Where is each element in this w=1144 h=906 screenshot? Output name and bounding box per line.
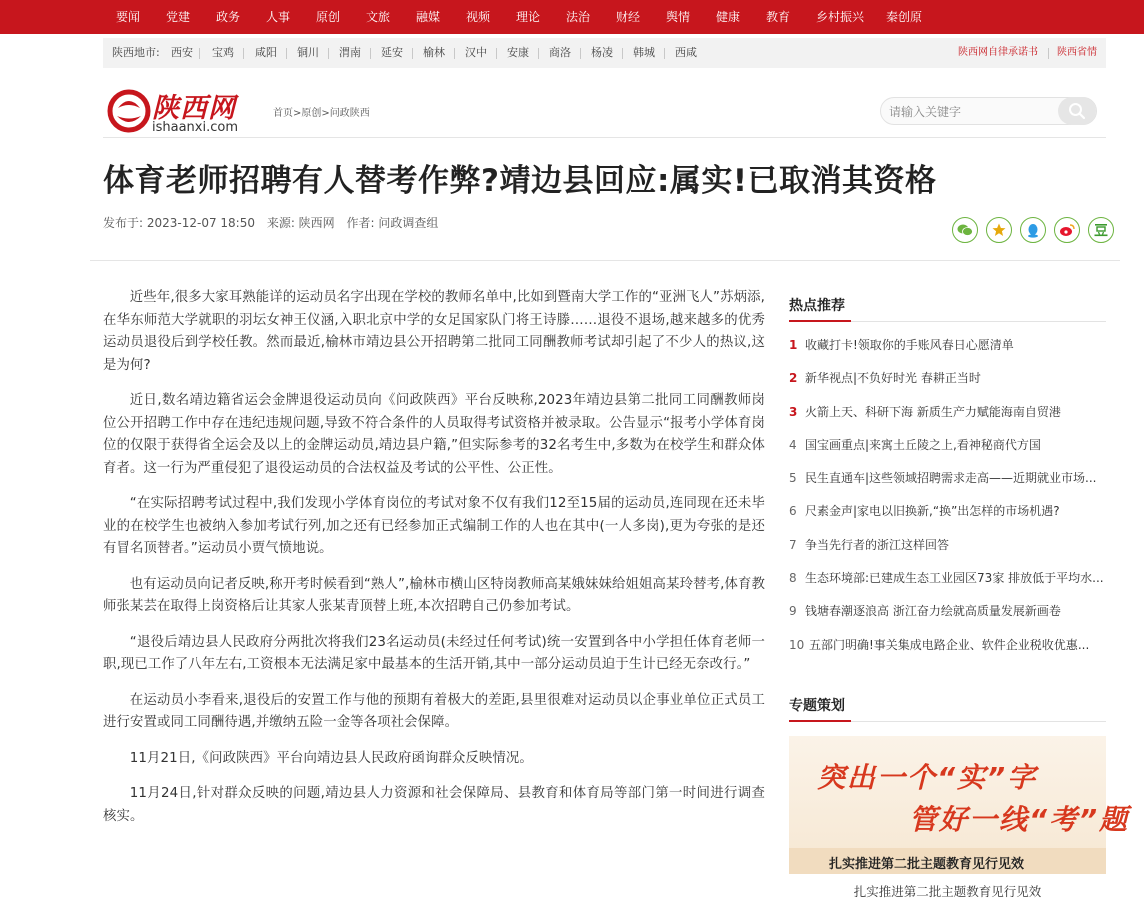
separator	[286, 48, 287, 59]
rank-number: 8	[789, 571, 797, 586]
region-city[interactable]: 汉中	[465, 46, 487, 59]
rank-number: 4	[789, 437, 797, 452]
rank-number: 3	[789, 404, 798, 419]
promo-headline-1: 突出一个“实”字	[817, 761, 1038, 794]
separator	[412, 48, 413, 59]
article-paragraph: 近日,数名靖边籍省运会金牌退役运动员向《问政陕西》平台反映称,2023年靖边县第二批同工同酬教师岗位公开招聘工作中存在违纪违规问题,导致不符合条件的人员取得考试资格并被录取。公告显示“报考小学体育岗位的仅限于获得省全运会及以上的金牌运动员,靖边县户籍,”但实际参考的32名考生中,多数为在校学生和群众体育者。这一行为严重侵犯了退役运动员的合法权益及考试的公平性、公正性。	[103, 393, 765, 476]
hot-item[interactable]	[789, 500, 1109, 533]
separator	[243, 48, 244, 59]
region-city[interactable]: 咸阳	[255, 46, 277, 59]
breadcrumb[interactable]: 首页>原创>问政陕西	[273, 108, 370, 119]
hot-item-text[interactable]: 国宝画重点|来寓土丘陵之上,看神秘商代方国	[805, 437, 1041, 452]
star-icon	[992, 223, 1006, 237]
hot-item-text[interactable]: 火箭上天、科研下海 新质生产力赋能海南自贸港	[805, 404, 1061, 419]
divider	[90, 260, 1120, 261]
hot-section-title: 热点推荐	[789, 298, 845, 314]
wechat-icon	[957, 223, 973, 237]
region-city[interactable]: 西安	[171, 46, 193, 59]
hot-item-text[interactable]: 民生直通车|这些领域招聘需求走高——近期就业市场...	[805, 471, 1097, 486]
nav-item-yaowen[interactable]: 要闻	[116, 10, 141, 24]
nav-item-fazhi[interactable]: 法治	[566, 10, 591, 24]
search-input[interactable]	[889, 102, 1059, 121]
nav-item-jiankang[interactable]: 健康	[716, 10, 741, 24]
region-bar	[103, 38, 1106, 68]
share-qq-button[interactable]	[1020, 217, 1046, 243]
separator	[622, 48, 623, 59]
separator	[496, 48, 497, 59]
logo-name: 陕西网	[152, 93, 236, 124]
site-logo[interactable]	[108, 84, 268, 140]
separator	[1048, 48, 1049, 59]
region-city[interactable]: 商洛	[549, 46, 571, 59]
nav-item-jiaoyu[interactable]: 教育	[766, 10, 791, 24]
search-box	[880, 97, 1097, 125]
hot-item-text[interactable]: 尺素金声|家电以旧换新,“换”出怎样的市场机遇?	[805, 504, 1060, 519]
article-paragraph: 11月24日,针对群众反映的问题,靖边县人力资源和社会保障局、县教育和体育局等部门第一时间进行调查核实。	[103, 786, 765, 824]
section-accent	[789, 720, 851, 722]
separator	[199, 48, 200, 59]
hot-item-text[interactable]: 新华视点|不负好时光 春耕正当时	[805, 371, 981, 386]
article-paragraph: “退役后靖边县人民政府分两批次将我们23名运动员(未经过任何考试)统一安置到各中小学担任体育老师一职,现已工作了八年左右,工资根本无法满足家中最基本的生活开销,其中一部分运动员迫于生计已经无奈改行。”	[103, 634, 765, 672]
hot-item[interactable]	[789, 401, 1109, 434]
nav-item-lilun[interactable]: 理论	[516, 10, 541, 24]
separator	[370, 48, 371, 59]
article-body	[103, 287, 765, 841]
promo-band	[789, 848, 1106, 874]
nav-item-renshi[interactable]: 人事	[266, 10, 291, 24]
share-favorite-button[interactable]	[986, 217, 1012, 243]
search-icon	[1068, 102, 1086, 120]
hot-item-text[interactable]: 钱塘春潮逐浪高 浙江奋力绘就高质量发展新画卷	[805, 604, 1061, 619]
hot-item-text[interactable]: 五部门明确!事关集成电路企业、软件企业税收优惠...	[809, 637, 1090, 652]
region-city[interactable]: 榆林	[423, 46, 445, 59]
section-accent	[789, 320, 851, 322]
nav-item-yuanchuang[interactable]: 原创	[316, 10, 341, 24]
rank-number: 1	[789, 338, 798, 352]
share-douban-button[interactable]	[1088, 217, 1114, 243]
nav-item-xiangcun[interactable]: 乡村振兴	[816, 10, 865, 24]
hot-list	[789, 334, 1109, 667]
nav-item-wenlv[interactable]: 文旅	[366, 10, 391, 24]
separator	[328, 48, 329, 59]
hot-item[interactable]	[789, 600, 1109, 633]
separator	[454, 48, 455, 59]
share-wechat-button[interactable]	[952, 217, 978, 243]
region-city[interactable]: 韩城	[633, 46, 655, 59]
promo-caption[interactable]: 扎实推进第二批主题教育见行见效	[853, 884, 1042, 899]
rank-number: 7	[789, 537, 797, 552]
weibo-icon	[1059, 223, 1075, 237]
region-city[interactable]: 宝鸡	[212, 46, 234, 59]
region-city[interactable]: 杨凌	[591, 46, 613, 59]
article-author: 作者: 问政调查组	[346, 216, 439, 230]
publish-date: 发布于: 2023-12-07 18:50	[103, 216, 255, 230]
hot-item[interactable]	[789, 567, 1109, 600]
nav-item-rongmei[interactable]: 融媒	[416, 10, 441, 24]
nav-item-shipin[interactable]: 视频	[466, 10, 491, 24]
nav-item-qinchuangyuan[interactable]: 秦创原	[886, 10, 923, 24]
hot-item-text[interactable]: 生态环境部:已建成生态工业园区73家 排放低于平均水...	[805, 571, 1104, 586]
article-paragraph: 近些年,很多大家耳熟能详的运动员名字出现在学校的教师名单中,比如到暨南大学工作的“亚洲飞人”苏炳添,在华东师范大学就职的羽坛女神王仪涵,入职北京中学的女足国家队门将王诗滕……退役不退场,越来越多的优秀运动员退役后到学校任教。然而最近,榆林市靖边县公开招聘第二批同工同酬教师考试却引起了不少人的热议,这是为何?	[103, 290, 765, 373]
hot-item-text[interactable]: 争当先行者的浙江这样回答	[805, 537, 950, 552]
link-shaanxi-info[interactable]: 陕西省情	[1057, 47, 1097, 58]
douban-icon	[1094, 223, 1108, 237]
share-weibo-button[interactable]	[1054, 217, 1080, 243]
article-source: 来源: 陕西网	[266, 216, 335, 230]
article-paragraph: 也有运动员向记者反映,称开考时候看到“熟人”,榆林市横山区特岗教师高某娥妹妹给姐姐高某玲替考,体育教师张某芸在取得上岗资格后让其家人张某青顶替上班,本次招聘自己仍参加考试。	[103, 576, 765, 614]
promo-band-text: 扎实推进第二批主题教育见行见效	[829, 857, 1025, 872]
promo-headline-2: 管好一线“考”题	[909, 803, 1130, 836]
nav-item-zhengwu[interactable]: 政务	[216, 10, 241, 24]
link-self-discipline[interactable]: 陕西网自律承诺书	[958, 47, 1038, 58]
rank-number: 10	[789, 637, 805, 652]
hot-item[interactable]	[789, 334, 1109, 367]
region-city[interactable]: 西咸	[675, 46, 697, 59]
top-nav	[0, 0, 1144, 34]
hot-item[interactable]	[789, 434, 1109, 467]
nav-item-yuqing[interactable]: 舆情	[666, 10, 691, 24]
rank-number: 5	[789, 471, 797, 486]
hot-item[interactable]	[789, 634, 1109, 667]
search-button[interactable]	[1058, 97, 1096, 125]
topic-promo-banner[interactable]	[789, 736, 1130, 874]
hot-item[interactable]	[789, 467, 1109, 500]
logo-emblem-icon	[108, 88, 150, 134]
separator	[580, 48, 581, 59]
topic-section-title: 专题策划	[789, 698, 845, 714]
hot-item-text[interactable]: 收藏打卡!领取你的手账风春日心愿清单	[805, 338, 1014, 352]
rank-number: 9	[789, 604, 797, 619]
logo-domain: ishaanxi.com	[152, 120, 238, 135]
region-label: 陕西地市:	[112, 46, 160, 59]
region-city[interactable]: 渭南	[339, 46, 361, 59]
article-meta	[103, 214, 446, 231]
divider	[103, 137, 1106, 138]
region-city[interactable]: 安康	[507, 46, 529, 59]
region-city[interactable]: 延安	[381, 46, 403, 59]
separator	[664, 48, 665, 59]
hot-item[interactable]	[789, 534, 1109, 567]
qq-icon	[1027, 223, 1039, 238]
rank-number: 2	[789, 371, 798, 386]
separator	[538, 48, 539, 59]
rank-number: 6	[789, 504, 797, 519]
nav-item-caijing[interactable]: 财经	[616, 10, 641, 24]
article-paragraph: “在实际招聘考试过程中,我们发现小学体育岗位的考试对象不仅有我们12至15届的运动员,连同现在还未毕业的在校学生也被纳入参加考试行列,加之还有已经参加正式编制工作的人也在其中(一人多岗),更为夸张的是还有冒名顶替者。”运动员小贾气愤地说。	[103, 496, 765, 556]
article-paragraph: 在运动员小李看来,退役后的安置工作与他的预期有着极大的差距,县里很难对运动员以企事业单位正式员工进行安置或同工同酬待遇,并缴纳五险一金等各项社会保障。	[103, 692, 765, 730]
hot-item[interactable]	[789, 367, 1109, 400]
article-title: 体育老师招聘有人替考作弊?靖边县回应:属实!已取消其资格	[103, 163, 937, 199]
nav-item-dangjian[interactable]: 党建	[166, 10, 191, 24]
region-city[interactable]: 铜川	[297, 46, 319, 59]
article-paragraph: 11月21日,《问政陕西》平台向靖边县人民政府函询群众反映情况。	[129, 750, 533, 766]
